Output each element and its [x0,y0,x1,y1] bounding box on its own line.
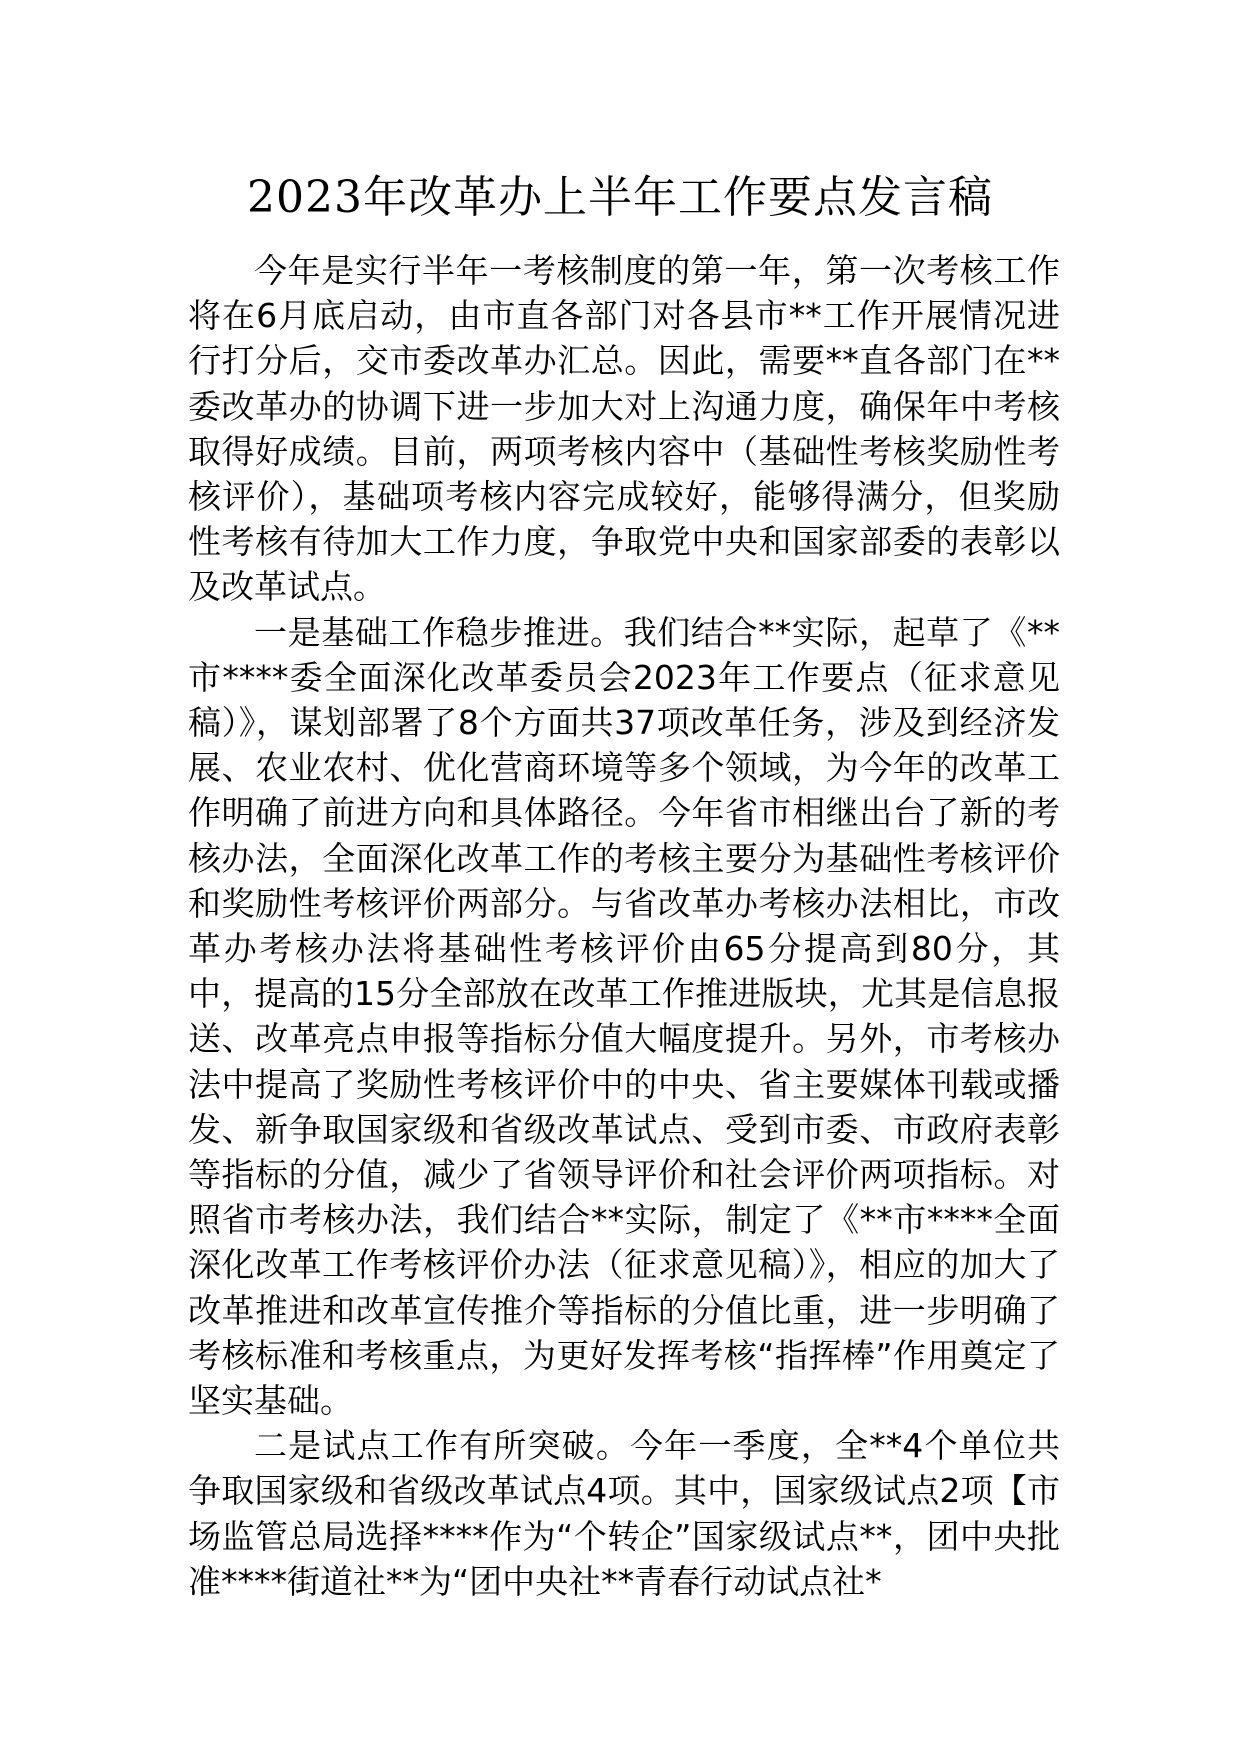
paragraph-basic-work: 一是基础工作稳步推进。我们结合**实际，起草了《**市****委全面深化改革委员会2023年工作要点（征求意见稿）》，谋划部署了8个方面共37项改革任务，涉及到经济发展、农业农村、优化营商环境等多个领域，为今年的改革工作明确了前进方向和具体路径。今年省市相继出台了新的考核办法，全面深化改革工作的考核主要分为基础性考核评价和奖励性考核评价两部分。与省改革办考核办法相比，市改革办考核办法将基础性考核评价由65分提高到80分，其中，提高的15分全部放在改革工作推进版块，尤其是信息报送、改革亮点申报等指标分值大幅度提升。另外，市考核办法中提高了奖励性考核评价中的中央、省主要媒体刊载或播发、新争取国家级和省级改革试点、受到市委、市政府表彰等指标的分值，减少了省领导评价和社会评价两项指标。对照省市考核办法，我们结合**实际，制定了《**市****全面深化改革工作考核评价办法（征求意见稿）》，相应的加大了改革推进和改革宣传推介等指标的分值比重，进一步明确了考核标准和考核重点，为更好发挥考核“指挥棒”作用奠定了坚实基础。 [188,612,1060,1421]
document-title: 2023年改革办上半年工作要点发言稿 [247,172,993,223]
paragraph-pilot-work: 二是试点工作有所突破。今年一季度，全**4个单位共争取国家级和省级改革试点4项。其中，国家级试点2项【市场监管总局选择****作为“个转企”国家级试点**，团中央批准****街道社**为“团中央社**青春行动试点社* [188,1426,1060,1601]
document-body [188,248,1060,1604]
paragraph-intro: 今年是实行半年一考核制度的第一年，第一次考核工作将在6月底启动，由市直各部门对各县市**工作开展情况进行打分后，交市委改革办汇总。因此，需要**直各部门在**委改革办的协调下进一步加大对上沟通力度，确保年中考核取得好成绩。目前，两项考核内容中（基础性考核奖励性考核评价），基础项考核内容完成较好，能够得满分，但奖励性考核有待加大工作力度，争取党中央和国家部委的表彰以及改革试点。 [188,251,1060,607]
